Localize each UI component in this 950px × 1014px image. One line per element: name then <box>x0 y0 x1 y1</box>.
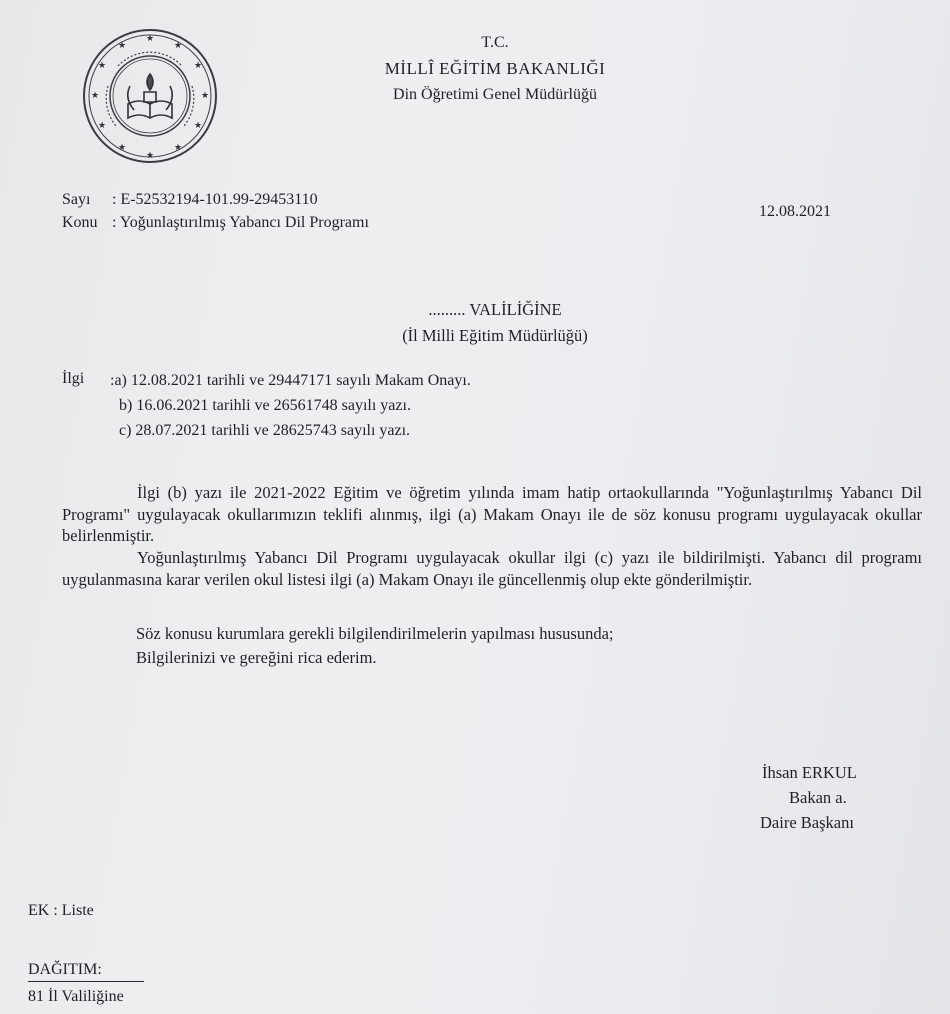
ilgi-item-b: b) 16.06.2021 tarihli ve 26561748 sayılı yazı. <box>119 397 411 414</box>
ilgi-item-a: :a) 12.08.2021 tarihli ve 29447171 sayılı Makam Onayı. <box>110 372 471 389</box>
svg-text:★: ★ <box>193 121 203 131</box>
reference-number-line <box>62 191 318 209</box>
subject-line <box>62 214 369 232</box>
subject-label: Konu <box>62 214 98 231</box>
body-paragraph-2-text: Yoğunlaştırılmış Yabancı Dil Programı uygulayacak okullar ilgi (c) yazı ile bildirilmişti. Yabancı dil programı uygulanmasına karar verilen okul listesi ilgi (a) Makam Onayı ile güncellenmiş olup ekte gönderilmiştir. <box>62 548 922 589</box>
addressee-subline: (İl Milli Eğitim Müdürlüğü) <box>402 326 588 345</box>
ilgi-label: İlgi <box>62 370 85 387</box>
signatory-on-behalf: Bakan a. <box>789 788 847 807</box>
distribution-label: DAĞITIM: <box>28 961 102 978</box>
distribution-item: 81 İl Valiliğine <box>28 988 124 1005</box>
svg-text:★: ★ <box>97 121 107 131</box>
distribution-underline <box>28 981 144 982</box>
svg-text:★: ★ <box>117 41 127 51</box>
letterhead-directorate: Din Öğretimi Genel Müdürlüğü <box>393 86 597 103</box>
reference-number-label: Sayı <box>62 191 91 208</box>
body-paragraph-2 <box>62 547 922 590</box>
svg-text:★: ★ <box>97 61 107 71</box>
ilgi-item-c: c) 28.07.2021 tarihli ve 28625743 sayılı yazı. <box>119 422 411 439</box>
svg-text:★: ★ <box>90 91 100 101</box>
attachment-line: EK : Liste <box>28 902 94 919</box>
signatory-name: İhsan ERKUL <box>762 763 857 782</box>
svg-text:★: ★ <box>145 151 155 161</box>
signatory-title: Daire Başkanı <box>760 813 854 832</box>
body-paragraph-1 <box>62 482 922 547</box>
letterhead-country: T.C. <box>481 34 509 51</box>
document-date: 12.08.2021 <box>759 203 831 220</box>
svg-text:★: ★ <box>193 61 203 71</box>
reference-number-value: : E-52532194-101.99-29453110 <box>112 191 318 208</box>
closing-line: Bilgilerinizi ve gereğini rica ederim. <box>136 648 377 667</box>
svg-text:★: ★ <box>173 41 183 51</box>
svg-text:★: ★ <box>117 143 127 153</box>
svg-text:★: ★ <box>145 34 155 44</box>
subject-value: : Yoğunlaştırılmış Yabancı Dil Programı <box>112 214 369 231</box>
letterhead-ministry: MİLLÎ EĞİTİM BAKANLIĞI <box>384 59 606 78</box>
body-paragraph-1-text: İlgi (b) yazı ile 2021-2022 Eğitim ve öğretim yılında imam hatip ortaokullarında "Yoğunlaştırılmış Yabancı Dil Programı" uygulayacak okullarımızın teklifi alınmış, ilgi (a) Makam Onayı ile de söz konusu programı uygulayacak okullar belirlenmiştir. <box>62 483 922 545</box>
svg-text:★: ★ <box>200 91 210 101</box>
svg-text:★: ★ <box>173 143 183 153</box>
body-paragraph-3: Söz konusu kurumlara gerekli bilgilendirilmelerin yapılması hususunda; <box>136 624 614 643</box>
addressee-line: ......... VALİLİĞİNE <box>428 300 562 319</box>
ministry-emblem-icon <box>80 26 220 166</box>
letterhead <box>330 30 660 108</box>
